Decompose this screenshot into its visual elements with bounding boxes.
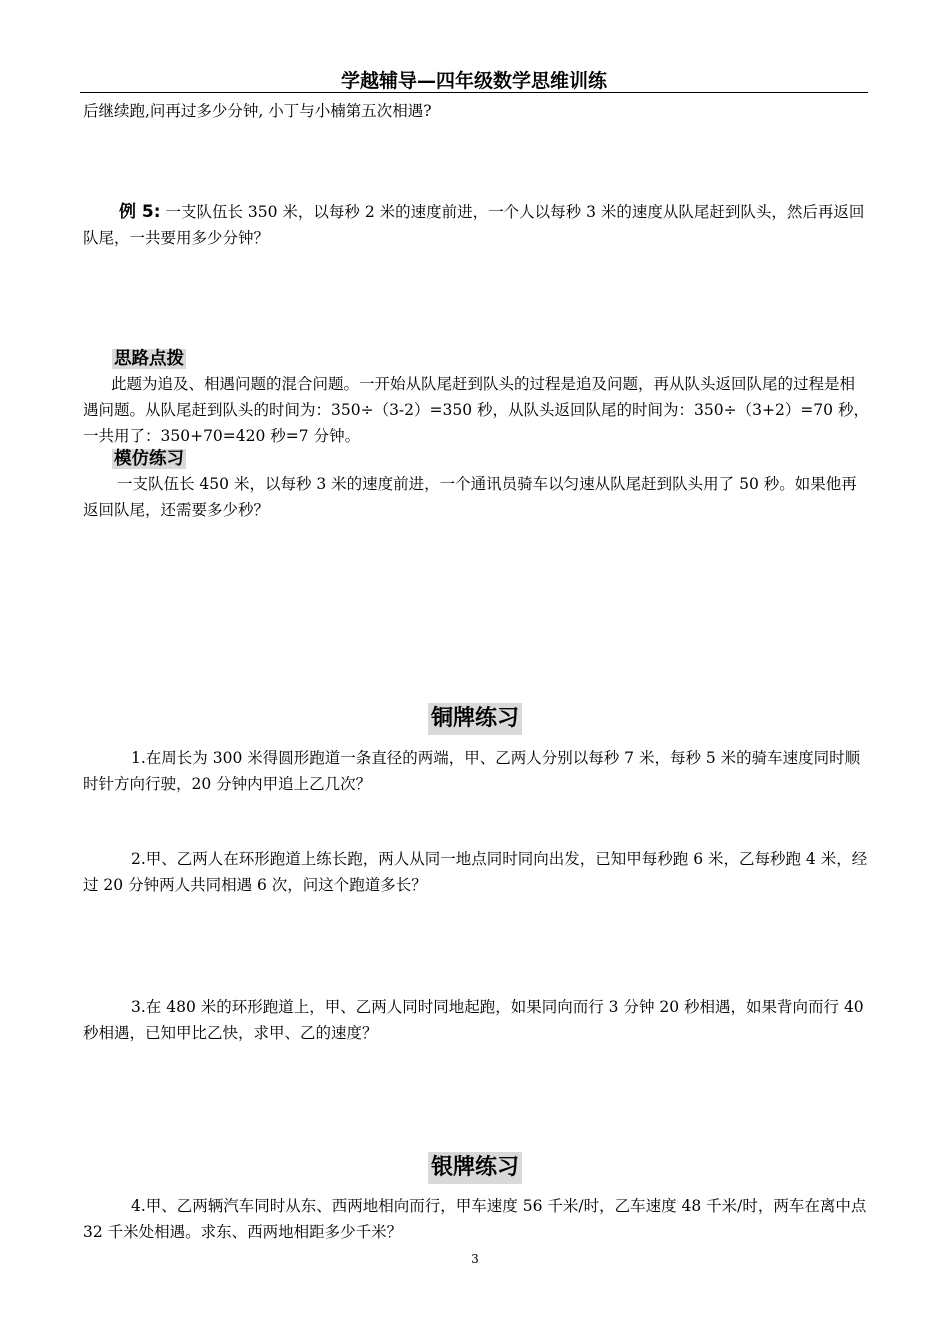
silver-section-heading (0, 1152, 950, 1184)
silver-question-4: 4.甲、乙两辆汽车同时从东、西两地相向而行，甲车速度 56 千米/时，乙车速度 48 千米/时，两车在离中点 32 千米处相遇。求东、西两地相距多少千米？ (83, 1197, 867, 1241)
hint-label: 思路点拨 (114, 349, 184, 369)
imitation-heading (112, 446, 186, 472)
example-5-label: 例 5: (119, 202, 161, 222)
page-number: 3 (471, 1252, 479, 1266)
imitation-text: 一支队伍长 450 米，以每秒 3 米的速度前进，一个通讯员骑车以匀速从队尾赶到队头用了 50 秒。如果他再返回队尾，还需要多少秒？ (83, 475, 857, 519)
hint-text: 此题为追及、相遇问题的混合问题。一开始从队尾赶到队头的过程是追及问题，再从队头返回队尾的过程是相遇问题。从队尾赶到队头的时间为：350÷（3-2）=350 秒，从队头返回队尾的时间为：350÷（3+2）=70 秒，一共用了：350+70=420 秒=7 分钟。 (83, 375, 869, 445)
bronze-section-heading (0, 703, 950, 735)
header-rule (80, 92, 868, 93)
bronze-question-3: 3.在 480 米的环形跑道上，甲、乙两人同时同地起跑，如果同向而行 3 分钟 20 秒相遇，如果背向而行 40 秒相遇，已知甲比乙快，求甲、乙的速度？ (83, 998, 864, 1042)
hint-heading (112, 346, 186, 372)
bronze-question-1: 1.在周长为 300 米得圆形跑道一条直径的两端，甲、乙两人分别以每秒 7 米，每秒 5 米的骑车速度同时顺时针方向行驶，20 分钟内甲追上乙几次？ (83, 749, 861, 793)
continuation-text: 后继续跑,问再过多少分钟, 小丁与小楠第五次相遇? (83, 102, 432, 120)
bronze-question-2: 2.甲、乙两人在环形跑道上练长跑，两人从同一地点同时同向出发，已知甲每秒跑 6 米，乙每秒跑 4 米，经过 20 分钟两人共同相遇 6 次，问这个跑道多长？ (83, 850, 868, 894)
bronze-title: 铜牌练习 (428, 703, 522, 735)
example-5 (83, 199, 869, 251)
example-5-text: 一支队伍长 350 米，以每秒 2 米的速度前进，一个人以每秒 3 米的速度从队尾赶到队头，然后再返回队尾，一共要用多少分钟？ (83, 203, 865, 247)
silver-title: 银牌练习 (428, 1152, 522, 1184)
imitation-label: 模仿练习 (114, 449, 184, 469)
page-header-title: 学越辅导—四年级数学思维训练 (340, 70, 607, 92)
